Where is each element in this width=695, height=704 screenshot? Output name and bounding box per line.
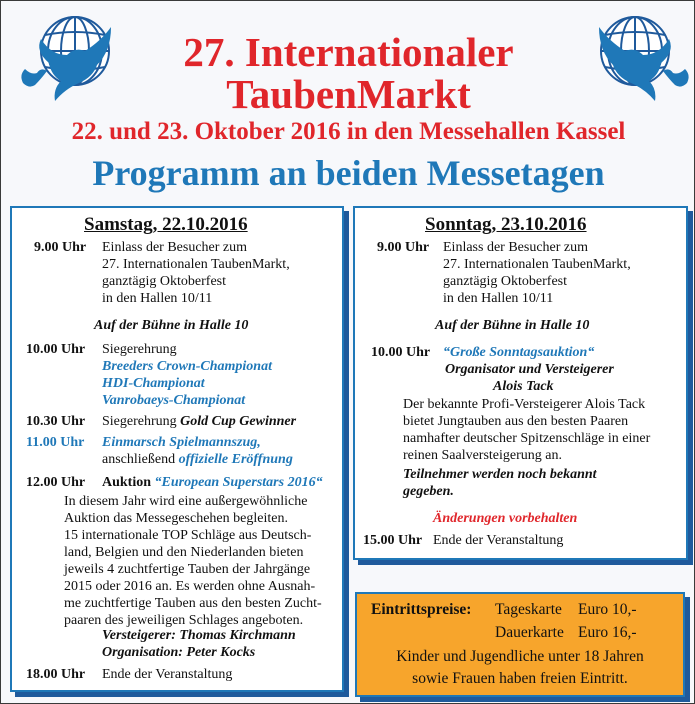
sun-event-3-time: 15.00 Uhr [363, 533, 423, 548]
sat-auction-desc: land, Belgien und den Niederlanden bieten [64, 545, 304, 560]
sun-event-1-line: 27. Internationalen TaubenMarkt, [443, 257, 631, 272]
sat-auction-desc: me zuchtfertige Tauben aus den besten Zucht- [64, 596, 322, 611]
sun-organiser: Organisator und Versteigerer [445, 362, 614, 377]
free-admission-line: sowie Frauen haben freien Eintritt. [412, 670, 628, 687]
sat-event-5-heading [102, 474, 323, 491]
sat-organisation: Organisation: Peter Kocks [102, 645, 256, 660]
sunday-heading: Sonntag, 23.10.2016 [425, 214, 587, 235]
sat-event-3 [102, 413, 296, 430]
sat-event-6-text: Ende der Veranstaltung [102, 667, 233, 682]
sun-auction-desc: namhafter deutscher Spitzenschläge in einer [403, 431, 651, 446]
sat-auction-desc: paaren des jeweiligen Schlages angeboten. [64, 613, 304, 628]
sat-auction-desc: In diesem Jahr wird eine außergewöhnliche [64, 494, 308, 509]
season-ticket-price: Euro 16,- [578, 624, 637, 641]
sat-event-5-time: 12.00 Uhr [26, 475, 86, 490]
sat-championship: HDI-Championat [102, 376, 205, 391]
sat-auction-desc: 15 internationale TOP Schläge aus Deutsch- [64, 528, 312, 543]
sunday-schedule [353, 206, 688, 560]
sun-event-1-line: Einlass der Besucher zum [443, 240, 589, 255]
sat-event-6-time: 18.00 Uhr [26, 667, 86, 682]
price-label: Eintrittspreise: [371, 601, 472, 618]
changes-reserved: Änderungen vorbehalten [433, 511, 578, 526]
sat-event-3-time: 10.30 Uhr [26, 414, 86, 429]
sun-event-3-text: Ende der Veranstaltung [433, 533, 564, 548]
sat-championship: Breeders Crown-Championat [102, 359, 272, 374]
season-ticket-label: Dauerkarte [495, 624, 564, 641]
date-line: 22. und 23. Oktober 2016 in den Messehallen Kassel [71, 118, 626, 145]
saturday-heading: Samstag, 22.10.2016 [84, 214, 248, 235]
sun-note: gegeben. [403, 484, 454, 499]
sat-event-1-line: Einlass der Besucher zum [102, 240, 248, 255]
sat-event-4-em: offizielle Eröffnung [178, 452, 293, 467]
sat-event-1-line: ganztägig Oktoberfest [102, 274, 227, 289]
sat-stage-heading: Auf der Bühne in Halle 10 [94, 318, 249, 333]
sun-event-2-time: 10.00 Uhr [371, 345, 431, 360]
title-line-2: TaubenMarkt [226, 71, 471, 117]
program-title: Programm an beiden Messetagen [92, 153, 605, 193]
sat-event-4-time: 11.00 Uhr [26, 435, 85, 450]
sun-event-1-time: 9.00 Uhr [377, 240, 430, 255]
sat-event-4-plain: anschließend [102, 452, 176, 467]
sat-event-3-text: Siegerehrung [102, 414, 177, 429]
sat-event-4-text: Einmarsch Spielmannszug, [102, 435, 261, 450]
sun-stage-heading: Auf der Bühne in Halle 10 [435, 318, 590, 333]
free-admission-line: Kinder und Jugendliche unter 18 Jahren [396, 648, 644, 665]
sun-organiser-name: Alois Tack [493, 379, 554, 394]
admission-prices [355, 592, 685, 697]
sun-event-1-line: in den Hallen 10/11 [443, 291, 554, 306]
sat-event-1-line: in den Hallen 10/11 [102, 291, 213, 306]
sat-auction-desc: 2015 oder 2016 an. Es werden ohne Ausnah- [64, 579, 316, 594]
title-line-1: 27. Internationaler [183, 29, 514, 75]
sat-event-3-bold: Gold Cup Gewinner [180, 414, 297, 429]
sun-event-1-line: ganztägig Oktoberfest [443, 274, 568, 289]
sun-auction-desc: bietet Jungtauben aus den besten Paaren [403, 414, 629, 429]
sun-auction-desc: reinen Saalversteigerung an. [403, 448, 562, 463]
sat-auction-desc: jeweils 4 zuchtfertige Tauben der Jahrgänge [64, 562, 311, 577]
sat-event-2-time: 10.00 Uhr [26, 342, 86, 357]
day-ticket-price: Euro 10,- [578, 601, 637, 618]
sat-auctioneer: Versteigerer: Thomas Kirchmann [102, 628, 296, 643]
day-ticket-label: Tageskarte [495, 601, 562, 618]
sat-event-2-text: Siegerehrung [102, 342, 177, 357]
sun-auction-desc: Der bekannte Profi-Versteigerer Alois Tack [403, 397, 646, 412]
sat-event-5-label: Auktion [102, 475, 152, 490]
sat-event-1-line: 27. Internationalen TaubenMarkt, [102, 257, 290, 272]
sat-event-1-time: 9.00 Uhr [34, 240, 87, 255]
sun-event-2-name: “Große Sonntagsauktion“ [443, 345, 595, 360]
saturday-schedule [10, 206, 344, 692]
sat-event-4-line2 [102, 451, 293, 468]
sat-event-5-name: “European Superstars 2016“ [154, 475, 323, 490]
sat-championship: Vanrobaeys-Championat [102, 393, 246, 408]
sat-auction-desc: Auktion das Messegeschehen begleiten. [64, 511, 288, 526]
sun-note: Teilnehmer werden noch bekannt [403, 467, 597, 482]
